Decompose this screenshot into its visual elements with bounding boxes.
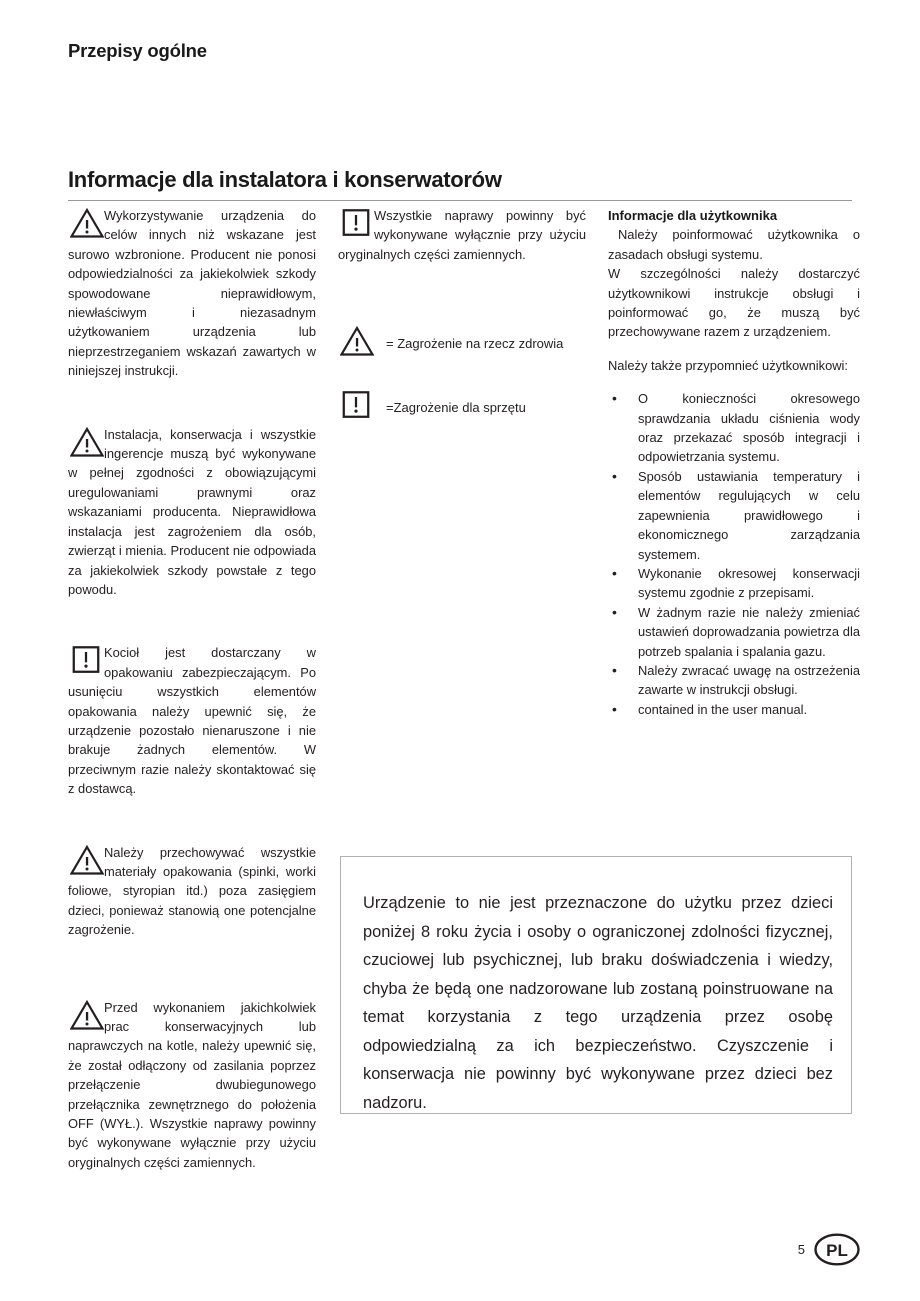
page-title: Informacje dla instalatora i konserwatorów: [68, 167, 502, 192]
legend-label: = Zagrożenie na rzecz zdrowia: [386, 335, 564, 351]
warning-triangle-icon: [340, 326, 374, 360]
spacer: [68, 399, 316, 425]
warning-triangle-icon: [70, 208, 104, 242]
user-reminders-list: [608, 389, 860, 719]
warning-block: [68, 643, 316, 798]
running-head: Przepisy ogólne: [68, 40, 207, 61]
safety-notice-text: Urządzenie to nie jest przeznaczone do użytku przez dzieci poniżej 8 roku życia i osoby o ograniczonej zdolności fizycznej, czuciowej lub psychicznej, lub braku doświadczenia i wiedzy, chyba że będą one nadzorowane lub zostaną poinstruowane na temat korzystania z tego urządzenia przez osobę odpowiedzialną za ich bezpieczeństwo. Czyszczenie i konserwacja nie powinny być wykonywane przez dzieci bez nadzoru.: [363, 894, 833, 1112]
svg-text:PL: PL: [826, 1241, 848, 1260]
legend-row: [338, 326, 586, 360]
country-code-badge: [814, 1233, 860, 1266]
warning-block: [68, 843, 316, 940]
warning-triangle-icon: [70, 427, 104, 461]
column-left: [68, 206, 316, 1190]
spacer: [68, 817, 316, 843]
warning-triangle-icon: [70, 845, 104, 879]
page-number: 5: [797, 1242, 805, 1257]
list-item: • Należy zwracać uwagę na ostrzeżenia zawarte w instrukcji obsługi.: [608, 661, 860, 700]
warning-text: Przed wykonaniem jakichkolwiek prac konserwacyjnych lub naprawczych na kotle, należy upewnić się, że został odłączony od zasilania poprzez przełączenie dwubiegunowego przełącznika zewnętrznego do położenia OFF (WYŁ.). Wszystkie naprawy powinny być wykonywane wyłącznie przy użyciu oryginalnych części zamiennych.: [68, 999, 316, 1170]
list-item: • Wykonanie okresowej konserwacji systemu zgodnie z przepisami.: [608, 564, 860, 603]
column-middle: [338, 206, 586, 454]
warning-text: Kocioł jest dostarczany w opakowaniu zabezpieczającym. Po usunięciu wszystkich elementów opakowania należy upewnić się, że urządzenie pozostało nienaruszone i nie brakuje żadnych elementów. W przeciwnym razie należy skontaktować się z dostawcą.: [68, 645, 316, 797]
user-info-paragraph: W szczególności należy dostarczyć użytkownikowi instrukcje obsługi i poinformować go, że muszą być przechowywane razem z urządzeniem.: [608, 266, 860, 340]
list-item: • O konieczności okresowego sprawdzania układu ciśnienia wody oraz przekazać sposób integracji i odpowietrzania systemu.: [608, 389, 860, 467]
column-right: [608, 206, 860, 719]
warning-block: [68, 425, 316, 600]
warning-square-icon: [70, 645, 104, 679]
legend-row: [338, 390, 586, 424]
user-info-paragraph: Należy także przypomnieć użytkownikowi:: [608, 357, 848, 373]
warning-square-icon: [340, 208, 374, 242]
warning-text: Instalacja, konserwacja i wszystkie ingerencje muszą być wykonywane w pełnej zgodności z obowiązującymi uregulowaniami prawnymi oraz wskazaniami producenta. Nieprawidłowa instalacja jest zagrożeniem dla osób, zwierząt i mienia. Producent nie odpowiada za jakiekolwiek szkody powstałe z tego powodu.: [68, 426, 316, 597]
warning-text: Należy przechowywać wszystkie materiały opakowania (spinki, worki foliowe, styropian itd.) poza zasięgiem dzieci, ponieważ stanowią one potencjalne zagrożenie.: [68, 844, 316, 938]
spacer: [608, 375, 860, 389]
warning-block: [68, 206, 316, 381]
warning-text: Wykorzystywanie urządzenia do celów innych niż wskazane jest surowo wzbronione. Producent nie ponosi odpowiedzialności za jakiekolwiek szkody spowodowane nieprawidłowym, niewłaściwym i niezasadnym użytkowaniem urządzenia lub nieprzestrzeganiem wskazań zawartych w niniejszej instrukcji.: [68, 208, 316, 379]
spacer: [68, 617, 316, 643]
warning-text: Wszystkie naprawy powinny być wykonywane wyłącznie przy użyciu oryginalnych części zamiennych.: [338, 208, 586, 262]
safety-notice-box: [340, 856, 852, 1114]
heading-divider: [68, 200, 852, 201]
list-item: • Sposób ustawiania temperatury i elementów regulujących w celu zapewnienia prawidłowego i ekonomicznego zarządzania systemem.: [608, 467, 860, 564]
warning-block: [68, 998, 316, 1173]
list-item: • W żadnym razie nie należy zmieniać ustawień doprowadzania powietrza dla potrzeb spalania i spalania gazu.: [608, 603, 860, 661]
user-info-paragraph: Należy poinformować użytkownika o zasadach obsługi systemu.: [608, 227, 860, 262]
legend-label: =Zagrożenie dla sprzętu: [386, 399, 526, 415]
warning-square-icon: [340, 390, 374, 424]
icon-legend: [338, 326, 586, 424]
user-info-heading: Informacje dla użytkownika: [608, 208, 778, 223]
list-item: • contained in the user manual.: [608, 700, 860, 719]
spacer: [68, 958, 316, 998]
warning-block: [338, 206, 586, 264]
page-footer: [798, 1233, 860, 1266]
warning-triangle-icon: [70, 1000, 104, 1034]
spacer: [608, 342, 860, 356]
